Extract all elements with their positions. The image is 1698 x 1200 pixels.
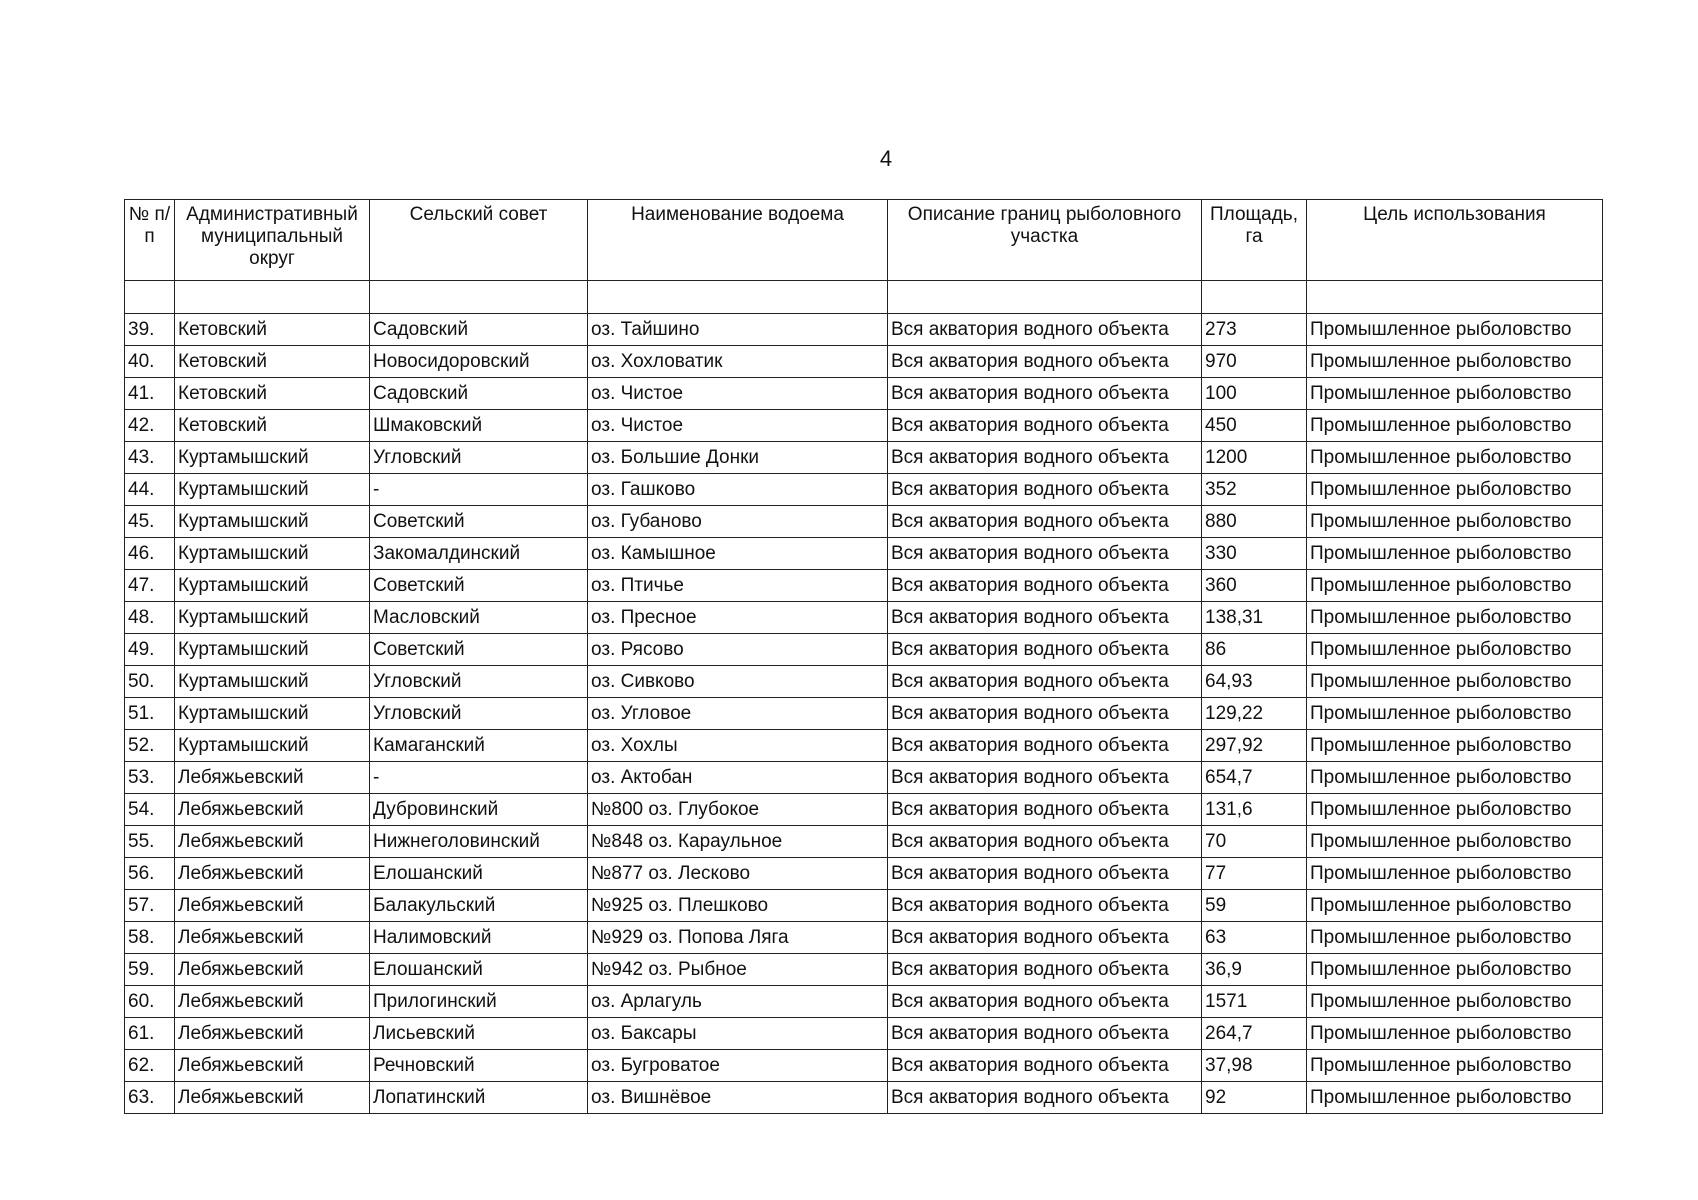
cell-area: 70: [1202, 826, 1307, 858]
cell-boundary-description: Вся акватория водного объекта: [888, 826, 1202, 858]
cell-purpose: Промышленное рыболовство: [1307, 378, 1603, 410]
table-body: [125, 314, 1603, 1114]
cell-number: 44.: [125, 474, 175, 506]
table-row: [125, 506, 1603, 538]
cell-area: 63: [1202, 922, 1307, 954]
cell-purpose: Промышленное рыболовство: [1307, 410, 1603, 442]
cell-area: 264,7: [1202, 1018, 1307, 1050]
cell-council: Балакульский: [370, 890, 588, 922]
cell-area: 1571: [1202, 986, 1307, 1018]
header-area: Площадь, га: [1202, 200, 1307, 281]
table-row: [125, 762, 1603, 794]
cell-district: Кетовский: [175, 378, 370, 410]
cell-boundary-description: Вся акватория водного объекта: [888, 762, 1202, 794]
cell-district: Лебяжьевский: [175, 954, 370, 986]
spacer-cell: [1307, 281, 1603, 314]
cell-number: 49.: [125, 634, 175, 666]
cell-water-body: №848 оз. Караульное: [588, 826, 888, 858]
cell-area: 64,93: [1202, 666, 1307, 698]
fishing-areas-table: [124, 199, 1603, 1114]
cell-council: Садовский: [370, 314, 588, 346]
cell-boundary-description: Вся акватория водного объекта: [888, 570, 1202, 602]
table-row: [125, 378, 1603, 410]
table-row: [125, 922, 1603, 954]
cell-district: Лебяжьевский: [175, 858, 370, 890]
cell-boundary-description: Вся акватория водного объекта: [888, 890, 1202, 922]
cell-area: 138,31: [1202, 602, 1307, 634]
cell-council: Советский: [370, 570, 588, 602]
cell-district: Лебяжьевский: [175, 1018, 370, 1050]
table-header-row: [125, 200, 1603, 281]
cell-area: 100: [1202, 378, 1307, 410]
cell-water-body: оз. Губаново: [588, 506, 888, 538]
cell-council: Прилогинский: [370, 986, 588, 1018]
cell-water-body: оз. Сивково: [588, 666, 888, 698]
cell-boundary-description: Вся акватория водного объекта: [888, 986, 1202, 1018]
cell-boundary-description: Вся акватория водного объекта: [888, 602, 1202, 634]
cell-water-body: оз. Камышное: [588, 538, 888, 570]
cell-number: 42.: [125, 410, 175, 442]
header-council: Сельский совет: [370, 200, 588, 281]
header-number: № п/п: [125, 200, 175, 281]
cell-water-body: оз. Угловое: [588, 698, 888, 730]
cell-boundary-description: Вся акватория водного объекта: [888, 1050, 1202, 1082]
cell-district: Куртамышский: [175, 602, 370, 634]
cell-number: 58.: [125, 922, 175, 954]
cell-council: Речновский: [370, 1050, 588, 1082]
cell-water-body: №929 оз. Попова Ляга: [588, 922, 888, 954]
cell-district: Лебяжьевский: [175, 1082, 370, 1114]
cell-purpose: Промышленное рыболовство: [1307, 698, 1603, 730]
cell-purpose: Промышленное рыболовство: [1307, 1082, 1603, 1114]
spacer-cell: [175, 281, 370, 314]
cell-water-body: оз. Птичье: [588, 570, 888, 602]
cell-council: Угловский: [370, 666, 588, 698]
cell-water-body: оз. Пресное: [588, 602, 888, 634]
cell-purpose: Промышленное рыболовство: [1307, 986, 1603, 1018]
cell-council: Советский: [370, 506, 588, 538]
cell-district: Куртамышский: [175, 538, 370, 570]
cell-area: 77: [1202, 858, 1307, 890]
cell-area: 273: [1202, 314, 1307, 346]
cell-number: 41.: [125, 378, 175, 410]
cell-water-body: оз. Актобан: [588, 762, 888, 794]
cell-district: Куртамышский: [175, 570, 370, 602]
cell-council: -: [370, 474, 588, 506]
cell-boundary-description: Вся акватория водного объекта: [888, 666, 1202, 698]
cell-purpose: Промышленное рыболовство: [1307, 730, 1603, 762]
table-row: [125, 1018, 1603, 1050]
cell-area: 352: [1202, 474, 1307, 506]
cell-area: 297,92: [1202, 730, 1307, 762]
cell-council: -: [370, 762, 588, 794]
page-number: 4: [879, 146, 893, 171]
cell-water-body: оз. Бугроватое: [588, 1050, 888, 1082]
cell-purpose: Промышленное рыболовство: [1307, 954, 1603, 986]
cell-council: Угловский: [370, 442, 588, 474]
cell-boundary-description: Вся акватория водного объекта: [888, 698, 1202, 730]
cell-area: 37,98: [1202, 1050, 1307, 1082]
cell-boundary-description: Вся акватория водного объекта: [888, 794, 1202, 826]
cell-boundary-description: Вся акватория водного объекта: [888, 954, 1202, 986]
cell-purpose: Промышленное рыболовство: [1307, 506, 1603, 538]
table-row: [125, 314, 1603, 346]
cell-purpose: Промышленное рыболовство: [1307, 922, 1603, 954]
cell-purpose: Промышленное рыболовство: [1307, 570, 1603, 602]
cell-district: Лебяжьевский: [175, 922, 370, 954]
cell-district: Лебяжьевский: [175, 826, 370, 858]
table-row: [125, 858, 1603, 890]
header-district: Административный муниципальный округ: [175, 200, 370, 281]
cell-council: Садовский: [370, 378, 588, 410]
cell-boundary-description: Вся акватория водного объекта: [888, 730, 1202, 762]
cell-boundary-description: Вся акватория водного объекта: [888, 346, 1202, 378]
cell-number: 43.: [125, 442, 175, 474]
header-purpose: Цель использования: [1307, 200, 1603, 281]
cell-boundary-description: Вся акватория водного объекта: [888, 1018, 1202, 1050]
cell-district: Куртамышский: [175, 442, 370, 474]
cell-number: 54.: [125, 794, 175, 826]
cell-purpose: Промышленное рыболовство: [1307, 602, 1603, 634]
cell-district: Лебяжьевский: [175, 890, 370, 922]
cell-boundary-description: Вся акватория водного объекта: [888, 410, 1202, 442]
cell-council: Дубровинский: [370, 794, 588, 826]
cell-council: Закомалдинский: [370, 538, 588, 570]
cell-district: Куртамышский: [175, 634, 370, 666]
cell-boundary-description: Вся акватория водного объекта: [888, 922, 1202, 954]
cell-council: Камаганский: [370, 730, 588, 762]
cell-area: 654,7: [1202, 762, 1307, 794]
cell-purpose: Промышленное рыболовство: [1307, 858, 1603, 890]
table-row: [125, 1082, 1603, 1114]
cell-number: 56.: [125, 858, 175, 890]
cell-number: 45.: [125, 506, 175, 538]
cell-number: 59.: [125, 954, 175, 986]
table-row: [125, 666, 1603, 698]
cell-council: Налимовский: [370, 922, 588, 954]
cell-number: 63.: [125, 1082, 175, 1114]
cell-boundary-description: Вся акватория водного объекта: [888, 634, 1202, 666]
cell-purpose: Промышленное рыболовство: [1307, 1050, 1603, 1082]
cell-boundary-description: Вся акватория водного объекта: [888, 474, 1202, 506]
cell-area: 330: [1202, 538, 1307, 570]
cell-water-body: оз. Гашково: [588, 474, 888, 506]
cell-purpose: Промышленное рыболовство: [1307, 762, 1603, 794]
cell-area: 92: [1202, 1082, 1307, 1114]
cell-boundary-description: Вся акватория водного объекта: [888, 858, 1202, 890]
cell-area: 129,22: [1202, 698, 1307, 730]
cell-district: Кетовский: [175, 314, 370, 346]
spacer-cell: [1202, 281, 1307, 314]
cell-council: Елошанский: [370, 954, 588, 986]
cell-district: Куртамышский: [175, 666, 370, 698]
cell-boundary-description: Вся акватория водного объекта: [888, 378, 1202, 410]
cell-water-body: №925 оз. Плешково: [588, 890, 888, 922]
cell-water-body: оз. Хохлы: [588, 730, 888, 762]
cell-water-body: оз. Хохловатик: [588, 346, 888, 378]
table-row: [125, 826, 1603, 858]
cell-water-body: №800 оз. Глубокое: [588, 794, 888, 826]
cell-water-body: оз. Арлагуль: [588, 986, 888, 1018]
cell-district: Лебяжьевский: [175, 794, 370, 826]
cell-area: 86: [1202, 634, 1307, 666]
cell-area: 880: [1202, 506, 1307, 538]
cell-council: Новосидоровский: [370, 346, 588, 378]
cell-council: Нижнеголовинский: [370, 826, 588, 858]
cell-area: 360: [1202, 570, 1307, 602]
cell-purpose: Промышленное рыболовство: [1307, 1018, 1603, 1050]
header-boundary-description: Описание границ рыболовного участка: [888, 200, 1202, 281]
cell-district: Куртамышский: [175, 698, 370, 730]
cell-council: Лисьевский: [370, 1018, 588, 1050]
spacer-cell: [370, 281, 588, 314]
cell-boundary-description: Вся акватория водного объекта: [888, 442, 1202, 474]
cell-number: 50.: [125, 666, 175, 698]
cell-number: 57.: [125, 890, 175, 922]
table-row: [125, 986, 1603, 1018]
table-row: [125, 474, 1603, 506]
cell-boundary-description: Вся акватория водного объекта: [888, 506, 1202, 538]
cell-boundary-description: Вся акватория водного объекта: [888, 314, 1202, 346]
cell-water-body: оз. Чистое: [588, 410, 888, 442]
cell-water-body: оз. Чистое: [588, 378, 888, 410]
cell-council: Лопатинский: [370, 1082, 588, 1114]
cell-area: 59: [1202, 890, 1307, 922]
cell-purpose: Промышленное рыболовство: [1307, 666, 1603, 698]
cell-purpose: Промышленное рыболовство: [1307, 346, 1603, 378]
cell-district: Куртамышский: [175, 474, 370, 506]
cell-purpose: Промышленное рыболовство: [1307, 634, 1603, 666]
header-water-body: Наименование водоема: [588, 200, 888, 281]
cell-number: 39.: [125, 314, 175, 346]
cell-purpose: Промышленное рыболовство: [1307, 538, 1603, 570]
table-row: [125, 346, 1603, 378]
cell-purpose: Промышленное рыболовство: [1307, 826, 1603, 858]
cell-number: 62.: [125, 1050, 175, 1082]
cell-water-body: №877 оз. Лесково: [588, 858, 888, 890]
cell-water-body: №942 оз. Рыбное: [588, 954, 888, 986]
cell-area: 450: [1202, 410, 1307, 442]
cell-council: Угловский: [370, 698, 588, 730]
cell-district: Кетовский: [175, 410, 370, 442]
table-row: [125, 698, 1603, 730]
cell-district: Лебяжьевский: [175, 1050, 370, 1082]
table-row: [125, 634, 1603, 666]
cell-number: 52.: [125, 730, 175, 762]
cell-number: 46.: [125, 538, 175, 570]
table-row: [125, 410, 1603, 442]
cell-district: Лебяжьевский: [175, 986, 370, 1018]
table-row: [125, 602, 1603, 634]
cell-purpose: Промышленное рыболовство: [1307, 314, 1603, 346]
cell-number: 55.: [125, 826, 175, 858]
cell-number: 40.: [125, 346, 175, 378]
cell-water-body: оз. Баксары: [588, 1018, 888, 1050]
table-row: [125, 1050, 1603, 1082]
table-row: [125, 538, 1603, 570]
cell-number: 48.: [125, 602, 175, 634]
spacer-cell: [588, 281, 888, 314]
table-row: [125, 442, 1603, 474]
spacer-cell: [888, 281, 1202, 314]
cell-district: Куртамышский: [175, 730, 370, 762]
cell-area: 1200: [1202, 442, 1307, 474]
cell-council: Шмаковский: [370, 410, 588, 442]
cell-district: Кетовский: [175, 346, 370, 378]
cell-water-body: оз. Вишнёвое: [588, 1082, 888, 1114]
table-row: [125, 954, 1603, 986]
spacer-cell: [125, 281, 175, 314]
table-row: [125, 730, 1603, 762]
cell-boundary-description: Вся акватория водного объекта: [888, 538, 1202, 570]
cell-purpose: Промышленное рыболовство: [1307, 890, 1603, 922]
table-spacer-row: [125, 281, 1603, 314]
cell-purpose: Промышленное рыболовство: [1307, 794, 1603, 826]
cell-number: 60.: [125, 986, 175, 1018]
cell-number: 51.: [125, 698, 175, 730]
cell-boundary-description: Вся акватория водного объекта: [888, 1082, 1202, 1114]
cell-council: Масловский: [370, 602, 588, 634]
cell-council: Советский: [370, 634, 588, 666]
table-row: [125, 570, 1603, 602]
cell-water-body: оз. Большие Донки: [588, 442, 888, 474]
cell-number: 61.: [125, 1018, 175, 1050]
cell-water-body: оз. Рясово: [588, 634, 888, 666]
cell-district: Куртамышский: [175, 506, 370, 538]
cell-area: 131,6: [1202, 794, 1307, 826]
cell-number: 47.: [125, 570, 175, 602]
cell-number: 53.: [125, 762, 175, 794]
table-row: [125, 890, 1603, 922]
cell-area: 36,9: [1202, 954, 1307, 986]
cell-district: Лебяжьевский: [175, 762, 370, 794]
cell-water-body: оз. Тайшино: [588, 314, 888, 346]
cell-purpose: Промышленное рыболовство: [1307, 442, 1603, 474]
table-row: [125, 794, 1603, 826]
cell-council: Елошанский: [370, 858, 588, 890]
cell-purpose: Промышленное рыболовство: [1307, 474, 1603, 506]
cell-area: 970: [1202, 346, 1307, 378]
